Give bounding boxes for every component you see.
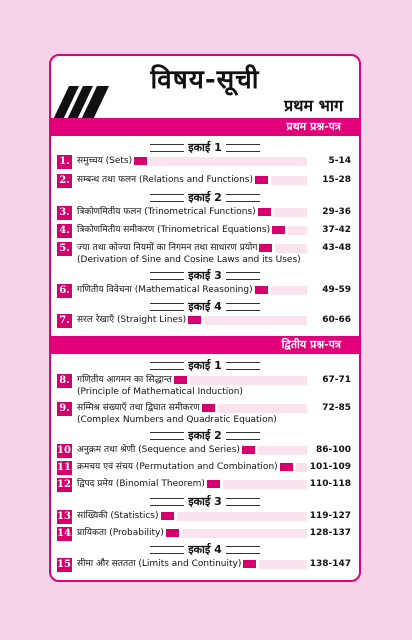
unit-heading: इकाई 4: [51, 542, 359, 556]
chapter-title: प्रायिकता (Probability): [77, 527, 182, 540]
page-range: 101-109: [309, 462, 351, 472]
toc-row-11[interactable]: [57, 461, 351, 475]
chapter-title: सांख्यिकी (Statistics): [77, 510, 177, 523]
chapter-title: त्रिकोणमितीय फलन (Trinometrical Functions): [77, 206, 274, 219]
chapter-number: 7.: [57, 314, 72, 328]
unit-heading: इकाई 4: [51, 299, 359, 313]
unit-heading: इकाई 3: [51, 494, 359, 508]
page-range: 119-127: [309, 511, 351, 521]
chapter-number: 6.: [57, 284, 72, 298]
chapter-title: गणितीय आगमन का सिद्धान्त: [77, 374, 190, 387]
chapter-title: समुच्चय (Sets): [77, 155, 150, 168]
page-range: 43-48: [322, 243, 351, 253]
chapter-title: सरल रेखाएँ (Straight Lines): [77, 314, 204, 327]
page-range: 15-28: [322, 175, 351, 185]
chapter-title: क्रमचय एवं संचय (Permutation and Combination): [77, 461, 296, 474]
part-title: प्रथम भाग: [284, 96, 343, 115]
chapter-number: 15.: [57, 559, 75, 570]
unit-heading: इकाई 2: [51, 190, 359, 204]
contents-card: [49, 54, 361, 582]
chapter-subtitle: (Complex Numbers and Quadratic Equation): [77, 415, 277, 425]
toc-row-5[interactable]: [57, 242, 351, 270]
unit-heading: इकाई 1: [51, 358, 359, 372]
chapter-number: 10.: [57, 445, 75, 456]
chapter-number: 2.: [57, 174, 72, 188]
unit-heading: इकाई 3: [51, 268, 359, 282]
page-range: 60-66: [322, 315, 351, 325]
toc-row-8[interactable]: [57, 374, 351, 402]
page-range: 128-137: [309, 528, 351, 538]
toc-row-12[interactable]: [57, 478, 351, 492]
toc-row-1[interactable]: [57, 155, 351, 169]
unit-heading: इकाई 1: [51, 140, 359, 154]
toc-row-2[interactable]: [57, 174, 351, 188]
chapter-number: 4.: [57, 224, 72, 238]
chapter-number: 8.: [57, 374, 72, 388]
chapter-number: 14.: [57, 528, 75, 539]
chapter-subtitle: (Principle of Mathematical Induction): [77, 387, 243, 397]
paper1-label: प्रथम प्रश्न-पत्र: [286, 120, 341, 133]
paper2-label: द्वितीय प्रश्न-पत्र: [281, 338, 341, 351]
chapter-title: ज्या तथा कोज्या नियमों का निगमन तथा साधारण प्रयोग: [77, 242, 275, 255]
chapter-title: द्विपद प्रमेय (Binomial Theorem): [77, 478, 223, 491]
paper1-band: [51, 118, 359, 136]
chapter-number: 11.: [57, 462, 75, 473]
chapter-number: 5.: [57, 242, 72, 256]
chapter-title: गणितीय विवेचना (Mathematical Reasoning): [77, 284, 271, 297]
chapter-number: 13.: [57, 511, 75, 522]
page-range: 37-42: [322, 225, 351, 235]
toc-row-3[interactable]: [57, 206, 351, 220]
toc-row-7[interactable]: [57, 314, 351, 328]
page-title: विषय-सूची: [150, 65, 260, 95]
page-range: 72-85: [322, 403, 351, 413]
chapter-number: 12.: [57, 479, 75, 490]
toc-row-9[interactable]: [57, 402, 351, 430]
chapter-number: 1.: [57, 155, 72, 169]
chapter-number: 3.: [57, 206, 72, 220]
chapter-title: सम्बन्ध तथा फलन (Relations and Functions): [77, 174, 271, 187]
toc-row-10[interactable]: [57, 444, 351, 458]
chapter-title: अनुक्रम तथा श्रेणी (Sequence and Series): [77, 444, 258, 457]
toc-row-15[interactable]: [57, 558, 351, 572]
page-range: 138-147: [309, 559, 351, 569]
chapter-number: 9.: [57, 402, 72, 416]
toc-row-13[interactable]: [57, 510, 351, 524]
paper2-band: [51, 336, 359, 354]
chapter-title: सीमा और सततता (Limits and Continuity): [77, 558, 259, 571]
page-range: 110-118: [309, 479, 351, 489]
page-range: 67-71: [322, 375, 351, 385]
chapter-title: सम्मिश्र संख्याएँ तथा द्विघात समीकरण: [77, 402, 218, 415]
page-range: 5-14: [328, 156, 351, 166]
toc-row-4[interactable]: [57, 224, 351, 238]
toc-row-14[interactable]: [57, 527, 351, 541]
page-range: 86-100: [315, 445, 351, 455]
toc-row-6[interactable]: [57, 284, 351, 298]
chapter-subtitle: (Derivation of Sine and Cosine Laws and its Uses): [77, 255, 301, 265]
unit-heading: इकाई 2: [51, 428, 359, 442]
page-range: 29-36: [322, 207, 351, 217]
chapter-title: त्रिकोणमितीय समीकरण (Trinometrical Equations): [77, 224, 288, 237]
page-range: 49-59: [322, 285, 351, 295]
